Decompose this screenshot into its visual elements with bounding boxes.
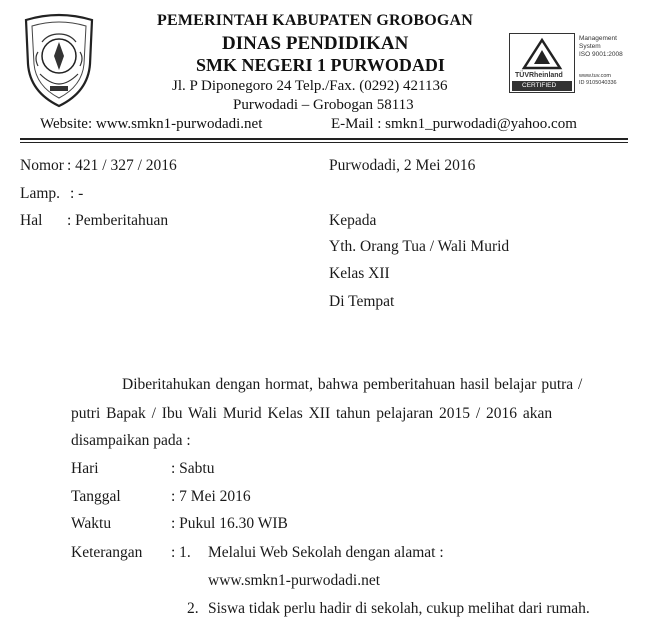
keterangan-item-1-prefix: : 1. [171,544,191,561]
letterhead-email: E-Mail : smkn1_purwodadi@yahoo.com [331,116,577,132]
cert-system-line2: System [579,43,601,50]
waktu-value: : Pukul 16.30 WIB [171,515,288,532]
keterangan-item-1-text: Melalui Web Sekolah dengan alamat : [208,544,444,561]
tanggal-label: Tanggal [71,488,121,505]
cert-id: ID 9105040336 [579,80,617,86]
hal-value: : Pemberitahuan [67,212,169,229]
waktu-label: Waktu [71,515,112,532]
tanggal-value: : 7 Mei 2016 [171,488,251,505]
letterhead-department: DINAS PENDIDIKAN [222,33,409,54]
keterangan-label: Keterangan [71,544,143,561]
keterangan-item-2-text: Siswa tidak perlu hadir di sekolah, cukup melihat dari rumah. [208,600,590,617]
cert-certified: CERTIFIED [522,82,557,89]
nomor-value: : 421 / 327 / 2016 [67,157,177,174]
tuv-triangle-icon [510,34,574,74]
body-line-2: putri Bapak / Ibu Wali Murid Kelas XII tahun pelajaran 2015 / 2016 akan [71,405,553,422]
certification-badge [509,33,629,93]
hal-label: Hal [20,212,43,229]
letterhead-city: Purwodadi – Grobogan 58113 [233,97,414,113]
cert-system-line1: Management [579,35,617,42]
nomor-label: Nomor [20,157,64,174]
letterhead-school: SMK NEGERI 1 PURWODADI [196,55,445,75]
cert-site: www.tuv.com [579,73,611,79]
keterangan-item-2-prefix: 2. [187,600,199,617]
lamp-label: Lamp. [20,185,61,202]
recipient-line-3: Kelas XII [329,265,390,282]
regency-emblem [20,12,98,108]
letterhead-address: Jl. P Diponegoro 24 Telp./Fax. (0292) 421136 [172,78,448,94]
letterhead-rule-thick [20,138,628,140]
hari-label: Hari [71,460,99,477]
cert-standard: ISO 9001:2008 [579,51,623,58]
letterhead-website: Website: www.smkn1-purwodadi.net [40,116,263,132]
recipient-line-2: Yth. Orang Tua / Wali Murid [329,238,510,255]
cert-brand: TÜVRheinland [515,72,563,79]
letterhead-government: PEMERINTAH KABUPATEN GROBOGAN [157,12,474,29]
place-date: Purwodadi, 2 Mei 2016 [329,157,476,174]
body-line-3: disampaikan pada : [71,432,191,449]
keterangan-item-1-url: www.smkn1-purwodadi.net [208,572,381,589]
recipient-line-4: Di Tempat [329,293,395,310]
recipient-line-1: Kepada [329,212,377,229]
body-line-1: Diberitahukan dengan hormat, bahwa pemberitahuan hasil belajar putra / [122,376,583,393]
hari-value: : Sabtu [171,460,215,477]
lamp-value: : - [70,185,84,202]
letterhead-rule-thin [20,142,628,143]
